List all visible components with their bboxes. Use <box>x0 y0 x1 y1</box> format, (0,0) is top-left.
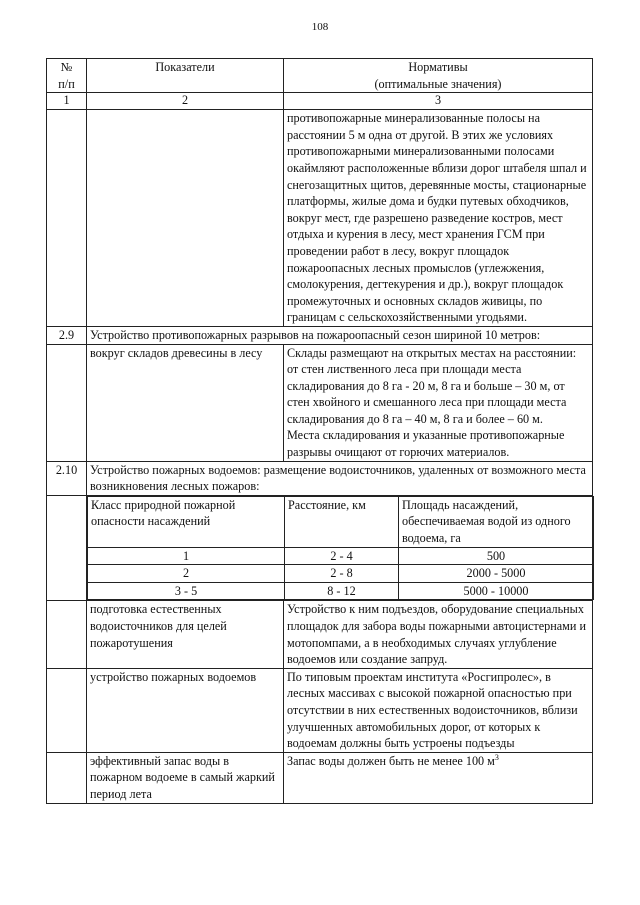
header-indicators <box>87 59 284 93</box>
section-2-9-item-row <box>47 344 593 461</box>
header-indicators-text: Показатели <box>155 60 215 74</box>
section-2-10-item-indicator: устройство пожарных водоемов <box>87 668 284 752</box>
section-2-9-norm: Склады размещают на открытых местах на расстоянии: от стен лиственного леса при площади места складирования до 8 га - 20 м, 8 га и больше – 30 м, от стен хвойного и смешанного леса при площади места складирования до 8 га – 40 м, 8 га и более – 60 м. <box>287 345 577 426</box>
section-2-9-title: Устройство противопожарных разрывов на пожароопасный сезон шириной 10 метров: <box>87 326 593 344</box>
section-2-10-item-number-cell <box>47 668 87 752</box>
continuation-indicator-cell <box>87 110 284 327</box>
section-2-10-item-row <box>47 668 593 752</box>
distance-table-cell <box>87 495 593 601</box>
section-2-10-title-row <box>47 461 593 495</box>
distance-row-area: 2000 - 5000 <box>399 565 594 583</box>
distance-table-row <box>88 565 594 583</box>
distance-header-class: Класс природной пожарной опасности насаждений <box>88 496 285 547</box>
column-number-row <box>47 93 593 110</box>
header-norms-text: Нормативы (оптимальные значения) <box>374 60 502 91</box>
distance-header-area: Площадь насаждений, обеспечиваемая водой из одного водоема, га <box>399 496 594 547</box>
distance-row-area: 500 <box>399 547 594 565</box>
distance-table-row <box>88 582 594 600</box>
column-number-1: 1 <box>47 93 87 110</box>
distance-row-area: 5000 - 10000 <box>399 582 594 600</box>
section-2-9-norm-2: Места складирования и указанные противопожарные разрывы очищают от горючих материалов. <box>287 428 565 460</box>
continuation-number-cell <box>47 110 87 327</box>
distance-table <box>87 496 594 601</box>
table-header-row <box>47 59 593 93</box>
distance-row-class: 1 <box>88 547 285 565</box>
section-2-9-number: 2.9 <box>47 326 87 344</box>
distance-header-distance: Расстояние, км <box>285 496 399 547</box>
distance-row-class: 3 - 5 <box>88 582 285 600</box>
continuation-norm-cell: противопожарные минерализованные полосы на расстоянии 5 м одна от другой. В этих же условиях противопожарными минерализованными полосами окаймляют расположенные вблизи дорог штабеля шпал и снегозащитных щитов, деревянные мосты, стационарные платформы, жилые дома и будки путевых обходчиков, вокруг мест, где разрешено разведение костров, мест отдыха и курения в лесу, мест хранения ГСМ при проведении работ в лесу, вокруг площадок пожароопасных лесных промыслов (углежжения, смолокурения, дегтекурения и др.), вокруг площадок промежуточных и основных складов живицы, по границам с сельскохозяйственными угодьями. <box>284 110 593 327</box>
section-2-10-item-indicator: подготовка естественных водоисточников для целей пожаротушения <box>87 601 284 668</box>
section-2-9-item-number-cell <box>47 344 87 461</box>
continuation-row <box>47 110 593 327</box>
header-number <box>47 59 87 93</box>
header-number-text: № п/п <box>58 60 75 91</box>
header-norms <box>284 59 593 93</box>
column-number-3: 3 <box>284 93 593 110</box>
distance-table-header-row <box>88 496 594 547</box>
water-reserve-norm: Запас воды должен быть не менее 100 м <box>287 753 495 768</box>
distance-table-row <box>88 547 594 565</box>
norms-table <box>46 58 593 804</box>
section-2-10-item-norm-cell <box>284 752 593 803</box>
section-2-10-item-indicator: эффективный запас воды в пожарном водоеме в самый жаркий период лета <box>87 752 284 803</box>
section-2-9-indicator: вокруг складов древесины в лесу <box>87 344 284 461</box>
distance-row-distance: 2 - 8 <box>285 565 399 583</box>
section-2-10-item-norm: Устройство к ним подъездов, оборудование специальных площадок для забора воды пожарными автоцистернами и мотопомпами, а в необходимых случаях углубление водоемов или создание запруд. <box>284 601 593 668</box>
section-2-9-norm-cell <box>284 344 593 461</box>
section-2-10-item-norm: По типовым проектам института «Росгипролес», в лесных массивах с высокой пожарной опасностью при отсутствии в них естественных водоисточников, вблизи улучшенных автомобильных дорог, от которых к водоемам должны быть устроены подъезды <box>284 668 593 752</box>
section-2-10-title: Устройство пожарных водоемов: размещение водоисточников, удаленных от возможного места возникновения лесных пожаров: <box>87 461 593 495</box>
section-2-10-item-number-cell <box>47 601 87 668</box>
column-number-2: 2 <box>87 93 284 110</box>
page-number: 108 <box>311 21 329 33</box>
section-2-10-item-row <box>47 752 593 803</box>
distance-row-class: 2 <box>88 565 285 583</box>
section-2-9-title-row <box>47 326 593 344</box>
distance-row-distance: 8 - 12 <box>285 582 399 600</box>
section-2-10-distance-table-row <box>47 495 593 601</box>
cubic-superscript: 3 <box>494 752 499 762</box>
section-2-10-number: 2.10 <box>47 461 87 495</box>
section-2-10-distance-number-cell <box>47 495 87 601</box>
distance-row-distance: 2 - 4 <box>285 547 399 565</box>
section-2-10-item-number-cell <box>47 752 87 803</box>
section-2-10-item-row <box>47 601 593 668</box>
